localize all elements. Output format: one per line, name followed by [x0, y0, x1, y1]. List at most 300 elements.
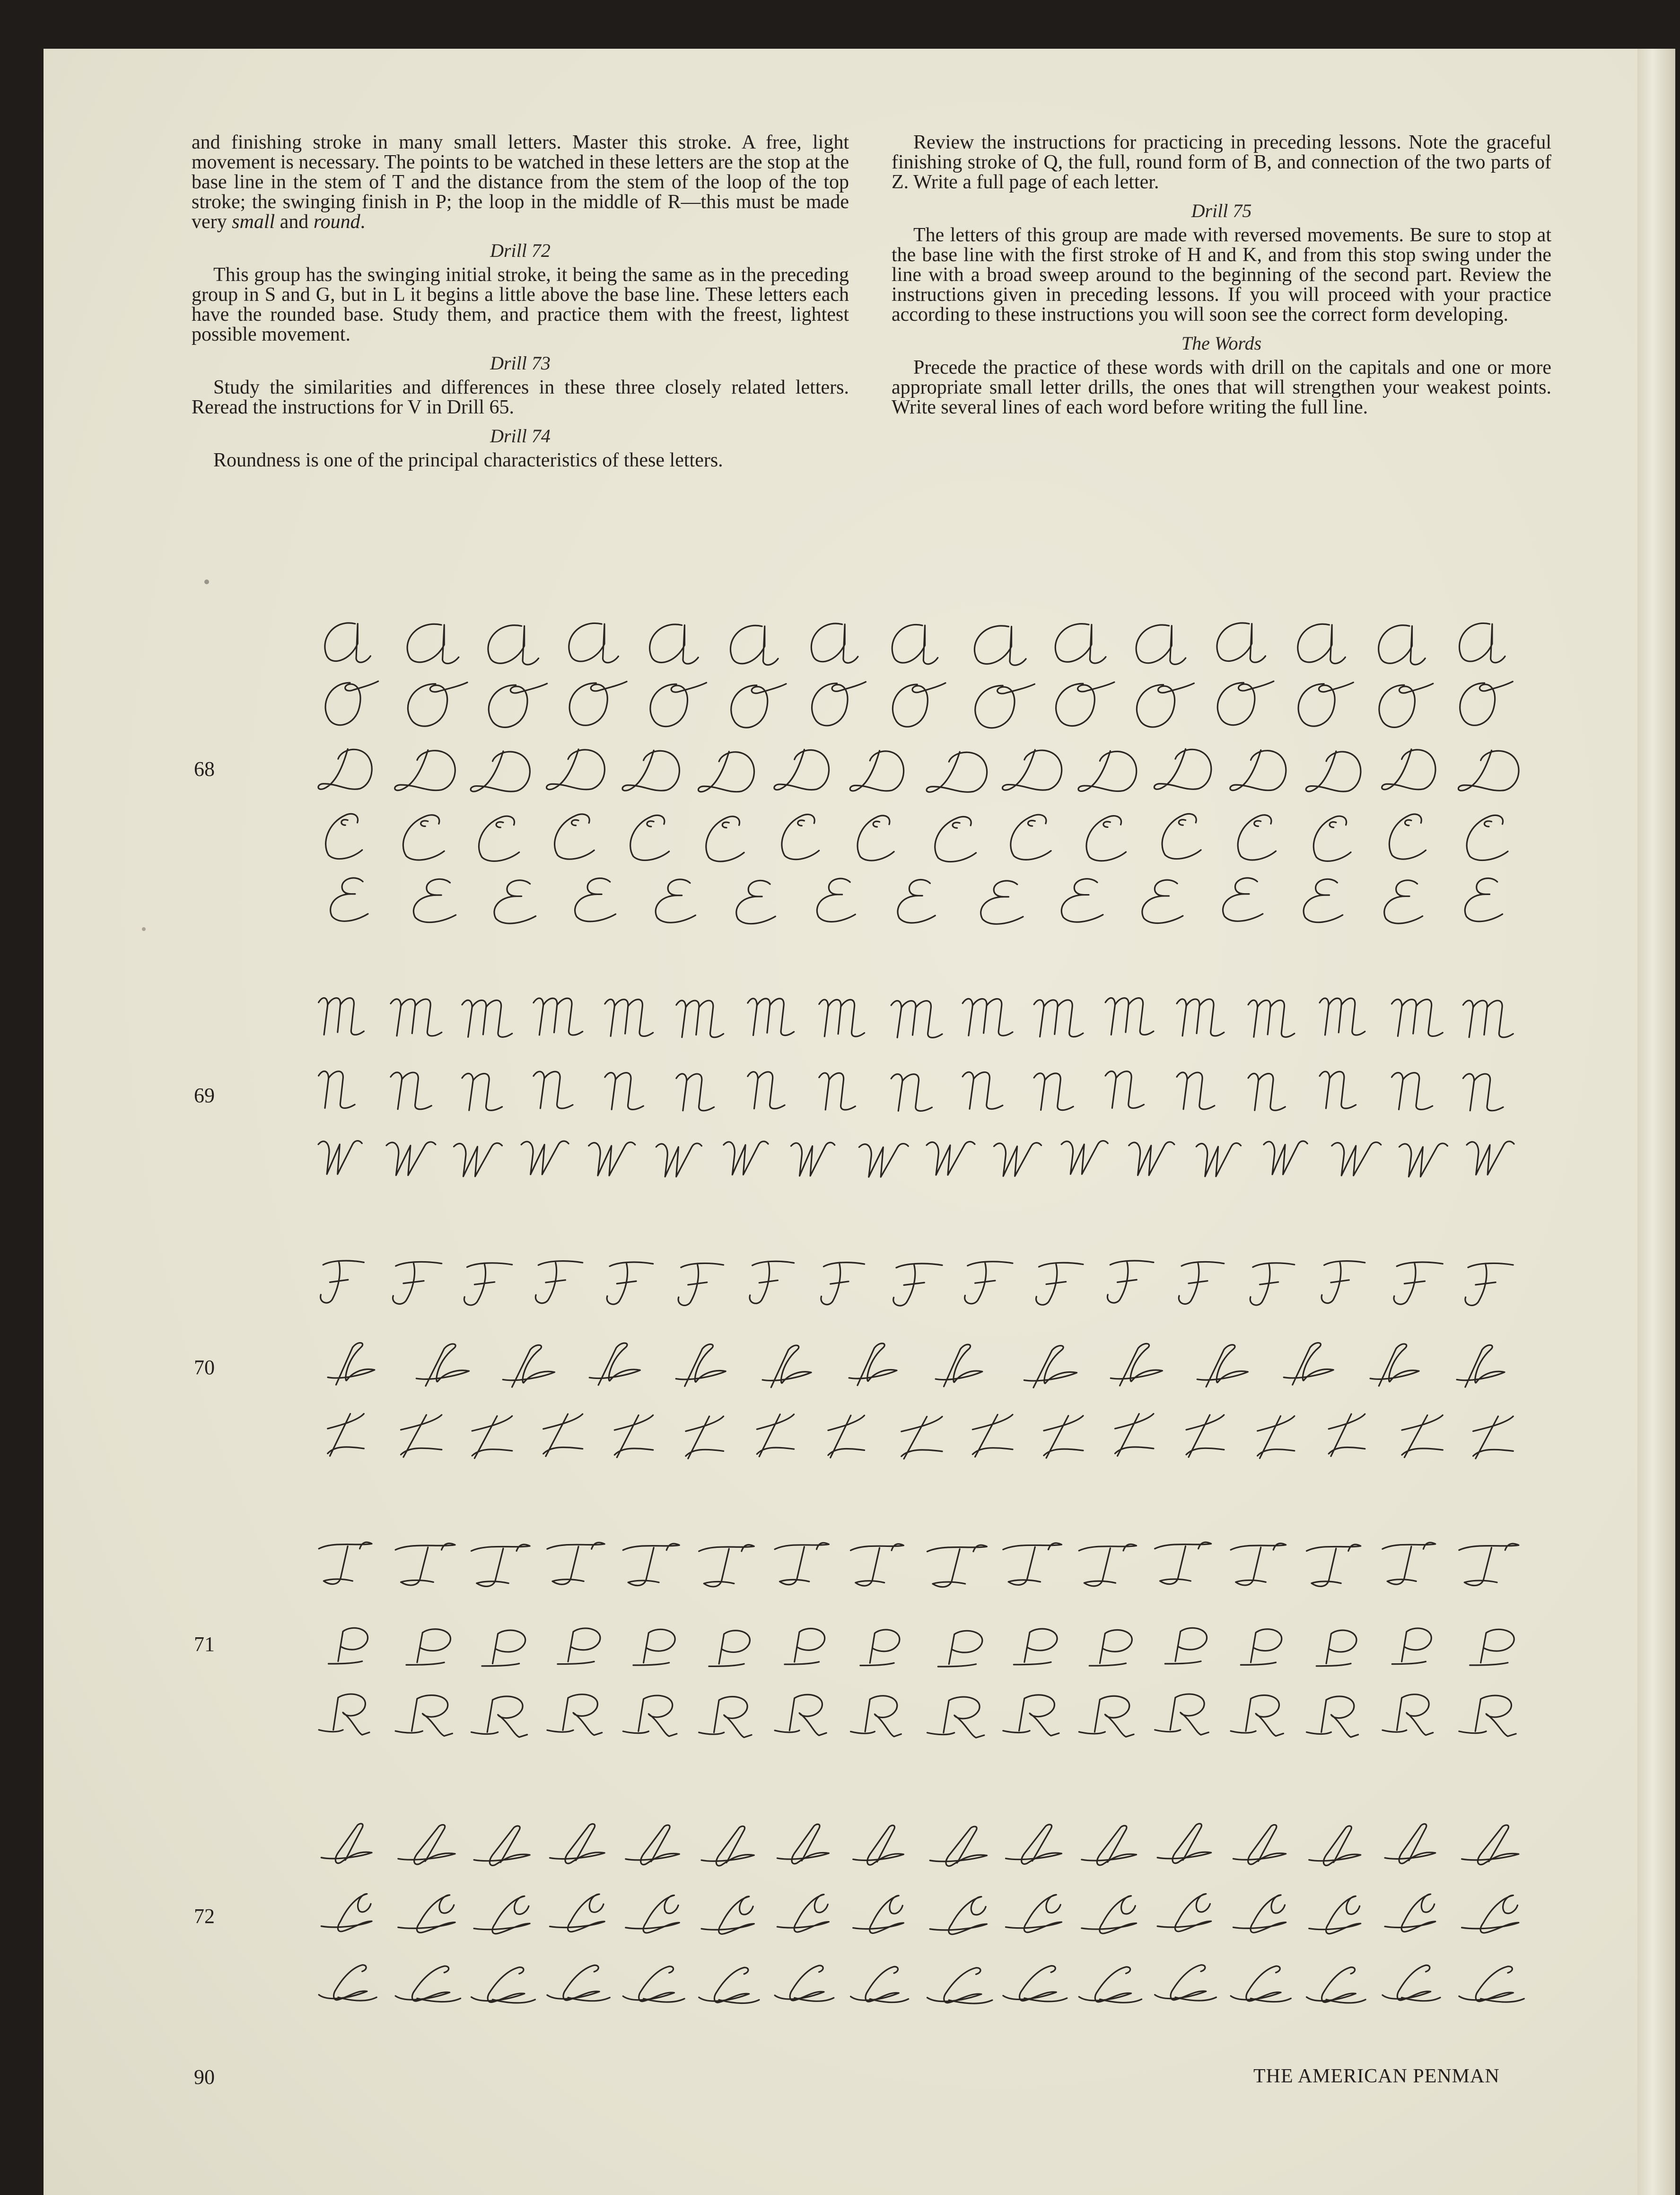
- script-letter-c: [1162, 814, 1201, 859]
- script-letter-r: [775, 1695, 826, 1735]
- script-letter-f: [893, 1264, 942, 1306]
- script-letter-i: [1024, 1346, 1076, 1388]
- script-letter-n: [748, 1072, 785, 1109]
- practice-row-m: [312, 984, 1528, 1050]
- script-letter-s: [701, 1826, 754, 1866]
- script-letter-j: [1186, 1415, 1224, 1457]
- practice-row-strokes: [312, 1334, 1528, 1400]
- script-letter-a: [974, 626, 1026, 665]
- script-letter-g: [398, 1895, 455, 1932]
- magazine-title: THE AMERICAN PENMAN: [1253, 2065, 1500, 2087]
- script-letter-n: [605, 1072, 643, 1109]
- script-letter-f: [678, 1263, 724, 1305]
- script-letter-p: [482, 1630, 525, 1666]
- practice-row-strokes: [312, 1684, 1528, 1750]
- script-letter-n: [676, 1074, 714, 1111]
- script-letter-o: [408, 683, 467, 727]
- script-letter-o: [489, 684, 547, 728]
- practice-row-strokes: [312, 610, 1528, 676]
- script-letter-s: [1385, 1824, 1435, 1864]
- script-letter-s: [1082, 1826, 1137, 1865]
- script-letter-n: [1177, 1072, 1215, 1109]
- intro-paragraph: [192, 132, 849, 232]
- script-letter-i: [762, 1345, 811, 1387]
- script-letter-p: [406, 1629, 450, 1665]
- script-letter-d: [1078, 751, 1137, 791]
- margin-speck: [142, 927, 146, 931]
- intro-end: .: [360, 211, 366, 233]
- script-letter-c: [1467, 815, 1508, 860]
- script-letter-d: [1154, 749, 1211, 789]
- script-letter-t: [1079, 1544, 1136, 1586]
- script-letter-j: [401, 1415, 442, 1457]
- right-text-column: [892, 132, 1551, 417]
- script-letter-o: [1056, 682, 1114, 726]
- script-letter-i: [589, 1343, 640, 1385]
- script-letter-n: [1105, 1071, 1144, 1108]
- script-letter-r: [395, 1695, 452, 1736]
- script-letter-n: [1463, 1074, 1503, 1111]
- script-letter-p: [860, 1630, 900, 1666]
- script-letter-r: [1155, 1694, 1209, 1735]
- script-letter-f: [1321, 1261, 1365, 1303]
- script-letter-l: [851, 1967, 909, 2002]
- script-letter-j: [614, 1415, 653, 1457]
- script-letter-a: [569, 623, 619, 662]
- script-letter-t: [1231, 1544, 1286, 1586]
- script-letter-c: [630, 815, 669, 860]
- script-letter-c: [1011, 815, 1051, 860]
- script-letter-g: [474, 1896, 530, 1933]
- script-letter-p: [1241, 1629, 1281, 1665]
- script-letter-e: [1061, 879, 1103, 922]
- practice-row-e: [312, 868, 1528, 934]
- words-heading: The Words: [1181, 333, 1262, 354]
- script-letter-r: [1459, 1695, 1516, 1736]
- script-letter-t: [1307, 1545, 1361, 1587]
- script-letter-d: [1382, 749, 1435, 790]
- practice-row-p: [312, 1616, 1528, 1682]
- script-letter-w: [1467, 1141, 1514, 1175]
- script-letter-w: [454, 1143, 502, 1176]
- script-letter-p: [1089, 1630, 1132, 1666]
- script-letter-e: [1384, 880, 1423, 923]
- script-letter-f: [965, 1262, 1013, 1304]
- script-letter-a: [650, 624, 699, 664]
- script-letter-o: [975, 684, 1035, 728]
- script-letter-g: [701, 1896, 754, 1934]
- script-letter-p: [1316, 1630, 1356, 1666]
- script-letter-g: [626, 1896, 680, 1933]
- script-letter-a: [1379, 625, 1426, 665]
- margin-speck: [204, 579, 209, 584]
- drill-75-heading: Drill 75: [1191, 200, 1252, 221]
- script-letter-r: [1307, 1696, 1358, 1737]
- emphasis-small: small: [232, 211, 275, 233]
- script-letter-d: [622, 750, 679, 790]
- script-letter-j: [686, 1416, 724, 1458]
- script-letter-j: [1044, 1416, 1083, 1458]
- script-letter-m: [1391, 999, 1443, 1036]
- script-letter-w: [521, 1141, 569, 1174]
- intro-and: and: [275, 211, 314, 233]
- script-letter-p: [785, 1629, 825, 1665]
- script-letter-w: [589, 1142, 635, 1176]
- script-letter-t: [775, 1543, 829, 1585]
- script-letter-i: [1457, 1345, 1505, 1387]
- script-letter-s: [1233, 1825, 1286, 1864]
- page-binding-edge: [1637, 49, 1675, 2195]
- script-letter-c: [935, 817, 976, 861]
- script-letter-n: [962, 1072, 1003, 1109]
- practice-row-f: [312, 1249, 1528, 1315]
- script-letter-f: [1465, 1263, 1513, 1305]
- script-letter-o: [1379, 684, 1433, 728]
- script-letter-j: [757, 1414, 794, 1457]
- script-letter-i: [849, 1343, 897, 1386]
- script-letter-e: [817, 878, 855, 922]
- script-letter-c: [1086, 816, 1126, 861]
- script-letter-r: [623, 1695, 677, 1736]
- script-letter-f: [464, 1263, 512, 1305]
- script-letter-s: [1309, 1826, 1361, 1866]
- script-letter-w: [1061, 1141, 1108, 1174]
- script-letter-t: [1459, 1544, 1519, 1586]
- emphasis-round: round: [313, 211, 360, 233]
- script-letter-e: [981, 881, 1023, 924]
- script-letter-l: [1307, 1967, 1366, 2002]
- practice-row-j: [312, 1400, 1528, 1466]
- script-letter-a: [1460, 623, 1505, 662]
- script-letter-a: [1055, 624, 1106, 663]
- practice-row-strokes: [312, 672, 1528, 738]
- script-letter-m: [1034, 1000, 1083, 1037]
- script-letter-m: [391, 999, 442, 1036]
- script-letter-i: [1284, 1343, 1333, 1385]
- script-letter-d: [1230, 750, 1286, 790]
- script-letter-r: [927, 1697, 984, 1738]
- script-letter-f: [821, 1263, 865, 1305]
- practice-row-s: [312, 1812, 1528, 1878]
- script-letter-g: [1385, 1894, 1435, 1932]
- script-letter-p: [709, 1631, 750, 1667]
- script-letter-c: [1238, 815, 1276, 860]
- script-letter-t: [1382, 1543, 1435, 1585]
- script-letter-s: [1157, 1824, 1211, 1863]
- script-letter-m: [819, 1000, 865, 1036]
- script-letter-d: [1306, 751, 1361, 791]
- script-letter-m: [891, 1001, 942, 1037]
- script-letter-s: [930, 1826, 987, 1866]
- script-letter-r: [547, 1695, 602, 1735]
- script-letter-i: [416, 1344, 469, 1386]
- script-letter-p: [329, 1628, 368, 1664]
- script-letter-o: [1298, 683, 1353, 727]
- practice-row-w: [312, 1126, 1528, 1192]
- script-letter-g: [321, 1894, 372, 1932]
- script-letter-p: [938, 1631, 982, 1667]
- script-letter-w: [1129, 1142, 1174, 1175]
- drill-74-text: Roundness is one of the principal characteristics of these letters.: [213, 449, 723, 471]
- drill-73-heading: Drill 73: [490, 352, 551, 374]
- script-letter-c: [479, 816, 519, 861]
- script-letter-t: [851, 1544, 904, 1586]
- script-letter-j: [972, 1414, 1013, 1457]
- script-letter-f: [750, 1261, 794, 1303]
- script-letter-l: [623, 1967, 684, 2002]
- script-letter-o: [650, 683, 707, 727]
- script-letter-j: [1402, 1415, 1443, 1457]
- script-letter-m: [748, 999, 794, 1036]
- script-letter-m: [534, 998, 583, 1035]
- script-letter-t: [927, 1545, 987, 1587]
- script-letter-n: [819, 1073, 856, 1110]
- script-letter-s: [626, 1825, 680, 1865]
- script-letter-n: [319, 1071, 355, 1108]
- practice-row-strokes: [312, 1949, 1528, 2015]
- practice-row-g: [312, 1880, 1528, 1947]
- script-letter-t: [395, 1544, 455, 1586]
- practice-row-strokes: [312, 1880, 1528, 1947]
- script-letter-c: [1389, 814, 1426, 859]
- script-letter-l: [1231, 1966, 1291, 2002]
- script-letter-j: [1473, 1416, 1514, 1458]
- script-letter-i: [1197, 1345, 1248, 1387]
- practice-row-strokes: [312, 1126, 1528, 1192]
- script-letter-p: [1470, 1629, 1514, 1665]
- script-letter-l: [1459, 1967, 1524, 2002]
- script-letter-f: [535, 1261, 582, 1303]
- practice-row-strokes: [312, 1057, 1528, 1124]
- review-paragraph: Review the instructions for practicing in preceding lessons. Note the graceful finishing stroke of Q, the full, round form of B, and connection of the two parts of Z. Write a full page of each letter.: [892, 132, 1551, 193]
- script-letter-o: [892, 683, 945, 727]
- script-letter-w: [656, 1143, 701, 1177]
- script-letter-n: [1320, 1071, 1356, 1108]
- practice-row-a: [312, 610, 1528, 676]
- script-letter-l: [1003, 1966, 1067, 2001]
- script-letter-l: [471, 1967, 535, 2002]
- script-letter-g: [1233, 1895, 1286, 1932]
- drill-number-70: 70: [194, 1356, 215, 1379]
- script-letter-m: [1248, 1000, 1295, 1037]
- script-letter-w: [724, 1141, 768, 1175]
- drill-74-heading: Drill 74: [490, 425, 551, 447]
- script-letter-j: [1115, 1414, 1153, 1456]
- script-letter-n: [1248, 1073, 1285, 1110]
- script-letter-n: [462, 1073, 502, 1110]
- script-letter-f: [607, 1262, 653, 1304]
- script-letter-d: [1458, 750, 1519, 790]
- drill-number-71: 71: [194, 1633, 215, 1656]
- script-letter-i: [936, 1344, 982, 1387]
- script-letter-l: [395, 1966, 460, 2002]
- script-letter-t: [319, 1542, 372, 1584]
- script-letter-w: [791, 1142, 834, 1176]
- practice-row-strokes: [312, 1400, 1528, 1466]
- script-letter-t: [623, 1544, 679, 1586]
- script-letter-g: [1462, 1896, 1519, 1933]
- script-letter-w: [1399, 1143, 1447, 1177]
- script-letter-o: [1217, 681, 1274, 725]
- script-letter-s: [853, 1826, 904, 1865]
- script-letter-j: [543, 1414, 583, 1456]
- practice-row-strokes: [312, 1812, 1528, 1878]
- script-letter-f: [1107, 1261, 1154, 1303]
- script-letter-n: [534, 1071, 573, 1108]
- script-letter-m: [1463, 1001, 1513, 1037]
- script-letter-g: [1309, 1896, 1361, 1933]
- script-letter-g: [1082, 1896, 1137, 1933]
- script-letter-r: [319, 1694, 369, 1735]
- script-letter-c: [782, 815, 819, 860]
- practice-row-o: [312, 672, 1528, 738]
- script-letter-a: [1217, 623, 1266, 662]
- script-letter-r: [1079, 1696, 1134, 1737]
- drill-75-text: The letters of this group are made with reversed movements. Be sure to stop at the base line with the first stroke of H and K, and from this stop swing under the line with a broad sweep around to the beginning of the second part. Review the instructions given in preceding lessons. If you will proceed with your practice according to these instructions you will soon see the correct form developing.: [892, 224, 1551, 325]
- script-letter-a: [325, 623, 370, 662]
- practice-row-d: [312, 738, 1528, 804]
- script-letter-o: [1460, 682, 1513, 726]
- script-letter-p: [558, 1628, 600, 1664]
- practice-row-strokes: [312, 804, 1528, 870]
- script-letter-n: [891, 1074, 932, 1111]
- script-letter-g: [777, 1895, 829, 1932]
- script-letter-e: [1142, 880, 1183, 923]
- script-letter-s: [550, 1824, 604, 1864]
- script-letter-m: [462, 1000, 512, 1037]
- practice-row-strokes: [312, 868, 1528, 934]
- script-letter-l: [775, 1966, 834, 2001]
- script-letter-w: [386, 1142, 436, 1175]
- script-letter-m: [1177, 999, 1224, 1036]
- script-letter-r: [1382, 1695, 1433, 1735]
- script-letter-t: [1003, 1543, 1062, 1585]
- script-letter-w: [994, 1143, 1041, 1176]
- script-letter-r: [699, 1697, 752, 1738]
- script-letter-l: [1382, 1965, 1440, 2001]
- script-letter-g: [550, 1894, 604, 1932]
- script-letter-o: [731, 684, 786, 728]
- script-letter-e: [898, 880, 935, 923]
- script-letter-w: [318, 1141, 362, 1174]
- words-text: Precede the practice of these words with drill on the capitals and one or more appropriate small letter drills, the ones that will strengthen your weakest points. Write several lines of each word before writing the full line.: [892, 357, 1551, 418]
- left-text-column: [192, 132, 849, 470]
- script-letter-l: [547, 1965, 610, 2001]
- script-letter-f: [1179, 1262, 1224, 1304]
- script-letter-t: [471, 1545, 530, 1587]
- script-letter-e: [331, 878, 368, 921]
- drill-number-72: 72: [194, 1905, 215, 1928]
- script-letter-o: [812, 682, 866, 726]
- script-letter-p: [633, 1629, 675, 1665]
- practice-row-t: [312, 1533, 1528, 1599]
- script-letter-e: [575, 878, 616, 922]
- script-letter-j: [901, 1417, 942, 1459]
- script-letter-g: [1157, 1894, 1211, 1932]
- script-letter-m: [962, 999, 1013, 1036]
- script-letter-d: [471, 751, 530, 791]
- script-letter-c: [555, 814, 595, 859]
- intro-text: and finishing stroke in many small letters. Master this stroke. A free, light movement is necessary. The points to be watched in these letters are the stop at the base line in the stem of T and the distance from the stem of the loop of the top stroke; the swinging finish in P; the loop in the middle of R—this must be made very: [192, 132, 849, 233]
- script-letter-e: [736, 880, 776, 923]
- drill-number-69: 69: [194, 1084, 215, 1107]
- script-letter-g: [930, 1897, 987, 1934]
- script-letter-r: [471, 1696, 527, 1737]
- script-letter-i: [1370, 1344, 1419, 1386]
- script-letter-d: [698, 752, 754, 792]
- script-letter-e: [1465, 878, 1502, 922]
- drill-72-heading: Drill 72: [490, 240, 551, 261]
- script-letter-m: [605, 999, 653, 1036]
- script-letter-a: [892, 624, 937, 664]
- practice-row-i: [312, 1334, 1528, 1400]
- script-letter-l: [699, 1967, 759, 2003]
- script-letter-n: [1391, 1072, 1432, 1109]
- script-letter-d: [774, 749, 829, 790]
- script-letter-m: [319, 998, 364, 1035]
- script-letter-c: [403, 815, 444, 860]
- script-letter-t: [547, 1543, 604, 1585]
- practice-row-strokes: [312, 984, 1528, 1050]
- script-letter-l: [319, 1965, 376, 2001]
- script-letter-g: [853, 1896, 904, 1933]
- script-letter-r: [1003, 1695, 1059, 1736]
- script-letter-n: [1034, 1073, 1073, 1110]
- script-letter-d: [395, 750, 455, 790]
- script-letter-l: [1155, 1965, 1216, 2001]
- script-letter-f: [1394, 1262, 1443, 1304]
- script-letter-s: [474, 1826, 530, 1866]
- script-letter-p: [1014, 1629, 1057, 1665]
- script-letter-l: [1079, 1967, 1141, 2002]
- script-letter-w: [927, 1141, 975, 1175]
- script-letter-l: [927, 1968, 992, 2003]
- script-letter-d: [1002, 750, 1061, 790]
- script-letter-s: [777, 1824, 829, 1864]
- script-letter-o: [569, 682, 627, 726]
- script-letter-d: [927, 752, 987, 792]
- script-letter-j: [1258, 1416, 1295, 1458]
- script-letter-c: [326, 814, 362, 859]
- script-letter-c: [858, 816, 894, 860]
- script-letter-r: [1231, 1695, 1283, 1736]
- script-letter-w: [1332, 1142, 1381, 1176]
- script-letter-o: [325, 681, 378, 725]
- drill-72-text: This group has the swinging initial stroke, it being the same as in the preceding group in S and G, but in L it begins a little above the base line. These letters each have the rounded base. Study them, and practice them with the freest, lightest possible movement.: [192, 264, 849, 345]
- page-number: 90: [194, 2065, 215, 2089]
- script-letter-f: [393, 1262, 442, 1304]
- practice-row-strokes: [312, 1616, 1528, 1682]
- script-letter-i: [676, 1344, 726, 1387]
- practice-row-strokes: [312, 1249, 1528, 1315]
- script-letter-d: [547, 749, 605, 790]
- script-letter-c: [706, 817, 744, 861]
- script-letter-a: [1298, 624, 1346, 663]
- script-letter-r: [851, 1696, 901, 1737]
- script-letter-f: [1250, 1263, 1295, 1305]
- practice-row-n: [312, 1057, 1528, 1124]
- script-letter-d: [850, 751, 903, 791]
- script-letter-p: [1392, 1628, 1431, 1664]
- script-letter-j: [472, 1416, 512, 1458]
- script-letter-j: [828, 1415, 865, 1457]
- script-letter-a: [730, 625, 778, 665]
- script-letter-i: [503, 1345, 554, 1387]
- script-letter-d: [318, 749, 372, 789]
- script-letter-m: [676, 1001, 724, 1037]
- script-letter-i: [1111, 1343, 1162, 1386]
- practice-row-strokes: [312, 1533, 1528, 1599]
